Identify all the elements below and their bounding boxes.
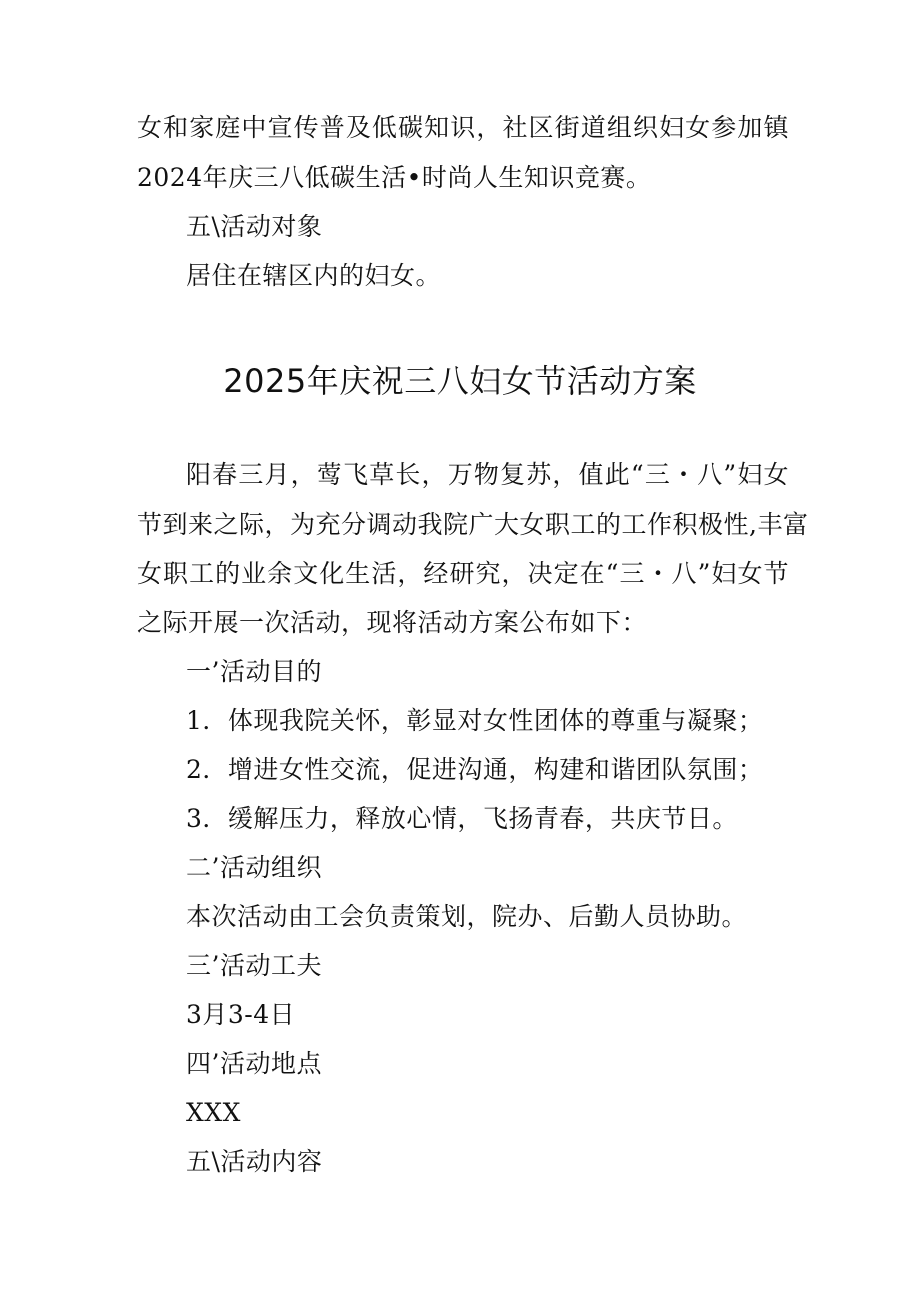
body-text-line: 女和家庭中宣传普及低碳知识，社区街道组织妇女参加镇 (137, 113, 789, 142)
section-heading: 四’活动地点 (186, 1049, 322, 1078)
body-text-line: 本次活动由工会负责策划，院办、后勤人员协助。 (186, 902, 748, 931)
body-text-line: 3月3-4日 (186, 1000, 296, 1029)
section-heading: 五\活动内容 (186, 1147, 323, 1176)
body-text-line: XXX (186, 1098, 241, 1127)
section-heading: 一’活动目的 (186, 657, 322, 686)
list-item: 1．体现我院关怀，彰显对女性团体的尊重与凝聚； (186, 706, 764, 735)
body-text-line: 居住在辖区内的妇女。 (186, 261, 442, 290)
intro-line: 之际开展一次活动，现将活动方案公布如下： (137, 608, 648, 637)
intro-line: 节到来之际，为充分调动我院广大女职工的工作积极性,丰富 (137, 510, 809, 539)
section-heading: 三’活动工夫 (186, 951, 322, 980)
list-item: 2．增进女性交流，促进沟通，构建和谐团队氛围； (186, 755, 764, 784)
section-heading: 二’活动组织 (186, 853, 322, 882)
document-title: 2025年庆祝三八妇女节活动方案 (223, 362, 697, 400)
intro-line: 女职工的业余文化生活，经研究，决定在“三・八”妇女节 (137, 559, 789, 588)
body-text-line: 2024年庆三八低碳生活•时尚人生知识竞赛。 (137, 163, 652, 192)
section-heading: 五\活动对象 (186, 212, 323, 241)
intro-line: 阳春三月，莺飞草长，万物复苏，值此“三・八”妇女 (186, 460, 789, 489)
list-item: 3．缓解压力，释放心情，飞扬青春，共庆节日。 (186, 804, 738, 833)
